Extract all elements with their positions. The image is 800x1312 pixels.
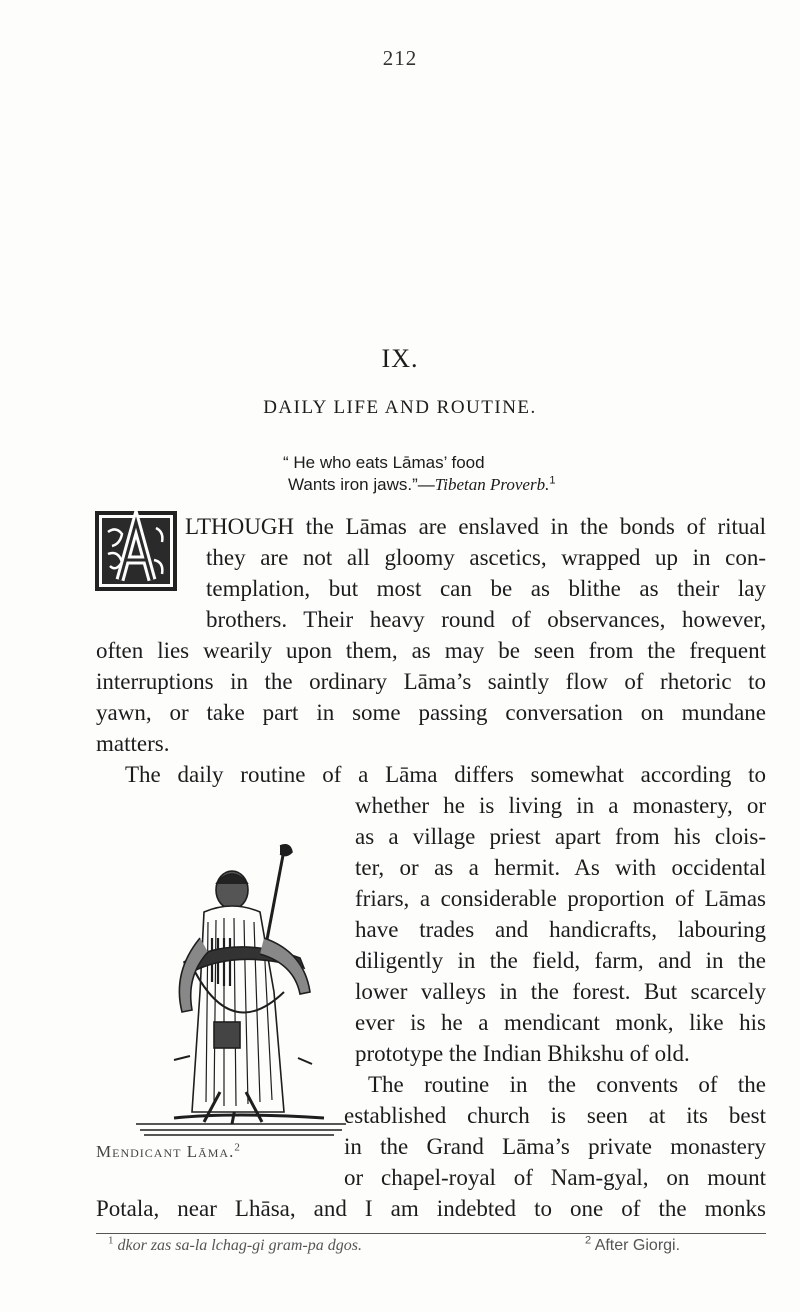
footnote-1-marker: 1 (108, 1234, 114, 1247)
paragraph-2-line-3: as a village priest apart from his clois- (355, 824, 766, 849)
footnote-1-text: dkor zas sa-la lchag-gi gram-pa dgos. (117, 1237, 362, 1254)
footnote-1 (108, 1234, 362, 1255)
epigraph-line-2 (283, 474, 555, 496)
paragraph-2-line-1: The daily routine of a Lāma differs somewhat according to (125, 762, 766, 787)
paragraph-1-line-2: they are not all gloomy ascetics, wrapped up in con- (206, 545, 766, 570)
footnote-rule (96, 1233, 766, 1234)
drop-cap (94, 510, 178, 592)
paragraph-3-line-5: Potala, near Lhāsa, and I am indebted to one of the monks (96, 1196, 766, 1221)
figure-caption-text: Mendicant Lāma. (96, 1142, 235, 1161)
paragraph-3-line-2: established church is seen at its best (344, 1103, 766, 1128)
drop-cap-letter: A (94, 510, 95, 511)
paragraph-1-line-5: often lies wearily upon them, as may be seen from the frequent (96, 638, 766, 663)
footnote-2 (585, 1234, 681, 1255)
paragraph-1-line-6: interruptions in the ordinary Lāma’s saintly flow of rhetoric to (96, 669, 766, 694)
paragraph-3-line-3: in the Grand Lāma’s private monastery (344, 1134, 766, 1159)
ornamental-initial-a-icon (94, 510, 178, 592)
paragraph-2-line-4: ter, or as a hermit. As with occidental (355, 855, 766, 880)
paragraph-2-line-5: friars, a considerable proportion of Lāmas (355, 886, 766, 911)
footnote-marker-1: 1 (549, 474, 556, 487)
epigraph-line-1: “ He who eats Lāmas’ food (283, 453, 485, 472)
paragraph-3-line-4: or chapel-royal of Nam-gyal, on mount (344, 1165, 766, 1190)
paragraph-1-line-3: templation, but most can be as blithe as their lay (206, 576, 766, 601)
figure-caption (96, 1142, 356, 1162)
mendicant-lama-illustration (134, 842, 349, 1140)
paragraph-2-line-8: lower valleys in the forest. But scarcely (355, 979, 766, 1004)
paragraph-1-line-7: yawn, or take part in some passing conversation on mundane (96, 700, 766, 725)
footnote-2-text: After Giorgi. (594, 1237, 681, 1254)
chapter-number: IX. (381, 344, 419, 373)
epigraph (283, 452, 555, 496)
paragraph-2-line-10: prototype the Indian Bhikshu of old. (355, 1041, 690, 1066)
footnote-marker-2: 2 (234, 1141, 241, 1154)
paragraph-1-line-8: matters. (96, 731, 170, 756)
paragraph-1-line-4: brothers. Their heavy round of observances, however, (206, 607, 766, 632)
epigraph-source: Tibetan Proverb. (434, 475, 550, 494)
epigraph-quote: Wants iron jaws.”— (288, 475, 435, 494)
footnote-2-marker: 2 (585, 1234, 592, 1247)
paragraph-2-line-2: whether he is living in a monastery, or (355, 793, 766, 818)
paragraph-1-line-1: LTHOUGH the Lāmas are enslaved in the bonds of ritual (185, 514, 766, 539)
paragraph-2-line-6: have trades and handicrafts, labouring (355, 917, 766, 942)
page-number: 212 (382, 46, 418, 70)
paragraph-3-line-1: The routine in the convents of the (368, 1072, 766, 1097)
paragraph-2-line-7: diligently in the field, farm, and in the (355, 948, 766, 973)
chapter-title: DAILY LIFE AND ROUTINE. (263, 397, 537, 418)
paragraph-2-line-9: ever is he a mendicant monk, like his (355, 1010, 766, 1035)
